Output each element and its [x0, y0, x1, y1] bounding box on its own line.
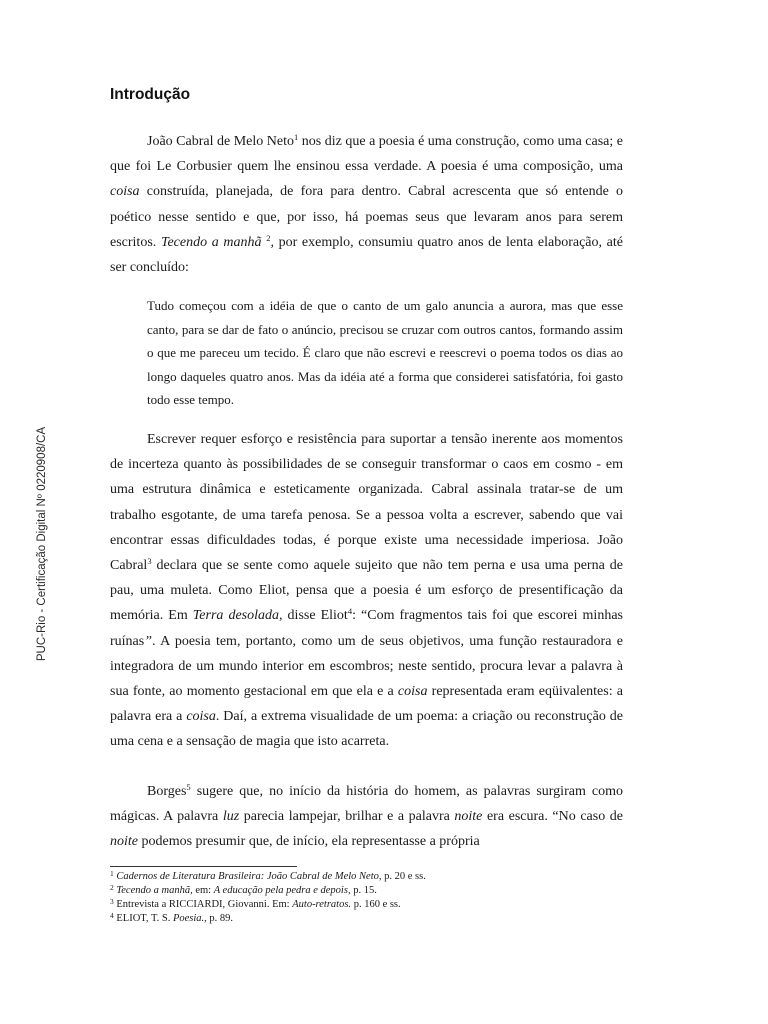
footnote-3	[110, 898, 623, 912]
block-quote: Tudo começou com a idéia de que o canto de um galo anuncia a aurora, mas que esse canto, para se dar de fato o anúncio, precisou se cruzar com outros cantos, formando assim o que me pareceu um tecido. É claro que não escrevi e reescrevi o poema todos os dias ao longo daqueles quatro anos. Mas da idéia até a forma que considerei satisfatória, foi gasto todo esse tempo.	[147, 298, 623, 407]
emphasis: coisa	[110, 184, 140, 200]
paragraph-3	[110, 779, 623, 855]
text-run: João Cabral de Melo Neto	[147, 134, 295, 149]
certification-watermark: PUC-Rio - Certificação Digital Nº 0220908/CA	[36, 426, 48, 662]
citation-text: ELIOT, T. S.	[116, 913, 173, 924]
citation-text: , p. 15.	[347, 885, 377, 896]
text-run: por exemplo, consumiu quatro anos de lenta elaboração, até ser concluído:	[110, 234, 623, 276]
text-run: . A poesia tem, portanto, como um de seus objetivos, uma função restauradora e integradora de um mundo interior em escombros; neste sentido, procura levar a palavra à sua fonte, ao momento gestacional em que ela e a	[110, 633, 623, 700]
citation-text: , p. 20 e ss.	[378, 871, 426, 882]
emphasis: coisa	[397, 684, 428, 700]
citation-text: p. 160 e ss.	[351, 899, 401, 910]
footnote-ref-5[interactable]: 5	[186, 782, 191, 792]
text-run: . Daí, a extrema visualidade de um poema: a criação ou reconstrução de uma cena e a sensação de magia que isto acarreta.	[110, 709, 624, 750]
footnote-ref-3[interactable]: 3	[147, 556, 152, 567]
footnote-number: 4	[110, 911, 114, 920]
work-title: Tecendo a manhã	[160, 234, 267, 250]
text-run: construída, planejada, de fora para dentro. Cabral acrescenta que só entende o poético nesse sentido e que, por isso, há poemas seus que levaram anos para serem escritos.	[110, 184, 623, 250]
footnote-number: 3	[110, 897, 114, 906]
text-run: parecia lampejar, brilhar e a palavra	[239, 809, 455, 825]
footnote-ref-2[interactable]: 2	[266, 232, 271, 243]
citation-title: Auto-retratos.	[292, 899, 352, 910]
footnote-number: 2	[110, 883, 114, 892]
footnote-4	[110, 912, 623, 926]
work-title: Terra desolada,	[192, 608, 283, 624]
text-run: nos diz que a poesia é uma construção, como uma casa; e que foi Le Corbusier quem lhe ensinou essa verdade. A poesia é uma composição, uma	[110, 134, 623, 175]
text-run: Escrever requer esforço e resistência para suportar a tensão inerente aos momentos de incerteza quanto às possibilidades de se conseguir transformar o caos em cosmo - em uma estrutura dinâmica e esteticamente organizada. Cabral assinala tratar-se de um trabalho esgotante, de uma tarefa penosa. Se a pessoa volta a escrever, sabendo que vai encontrar essas dificuldades todas, é porque existe uma necessidade imperiosa. João Cabral	[110, 432, 623, 574]
text-run: Borges	[147, 784, 187, 799]
section-heading: Introdução	[110, 86, 191, 103]
text-run: era escura. “No caso de	[482, 809, 623, 825]
emphasis: noite	[454, 809, 483, 825]
text-run: declara que se sente como aquele sujeito que não tem perna e usa uma perna de pau, uma muleta. Como Eliot, pensa que a poesia é um esforço de presentificação da memória. Em	[110, 558, 623, 624]
footnote-ref-4[interactable]: 4	[347, 606, 353, 617]
emphasis: ”	[144, 633, 153, 649]
footnote-2	[110, 884, 623, 898]
footnote-1	[110, 870, 623, 884]
citation-title: Poesia.	[172, 913, 205, 924]
emphasis: ,	[270, 234, 274, 250]
citation-title: Cadernos de Literatura Brasileira: João Cabral de Melo Neto	[116, 871, 379, 882]
footnote-ref-1[interactable]: 1	[294, 132, 299, 142]
footnote-number: 1	[110, 869, 114, 878]
citation-title: Tecendo a manhã,	[116, 885, 193, 896]
paragraph-1	[110, 129, 623, 280]
text-run: disse Eliot	[282, 608, 348, 624]
citation-text: , p. 89.	[204, 913, 234, 924]
paragraph-2	[110, 427, 623, 755]
citation-text: em:	[192, 885, 214, 896]
footnotes	[110, 870, 623, 926]
citation-title: A educação pela pedra e depois	[213, 885, 348, 896]
footnote-divider	[110, 866, 297, 867]
text-run: : “Com fragmentos tais foi que escorei minhas ruínas	[110, 608, 623, 649]
text-run: podemos presumir que, de início, ela representasse a própria	[138, 834, 480, 850]
text-run: representada eram eqüivalentes: a palavra era a	[110, 684, 623, 725]
emphasis: noite	[110, 834, 138, 850]
emphasis: luz	[222, 809, 240, 825]
emphasis: coisa	[186, 709, 216, 725]
text-run: sugere que, no início da história do homem, as palavras surgiram como mágicas. A palavra	[110, 784, 623, 825]
citation-text: Entrevista a RICCIARDI, Giovanni. Em:	[116, 899, 293, 910]
